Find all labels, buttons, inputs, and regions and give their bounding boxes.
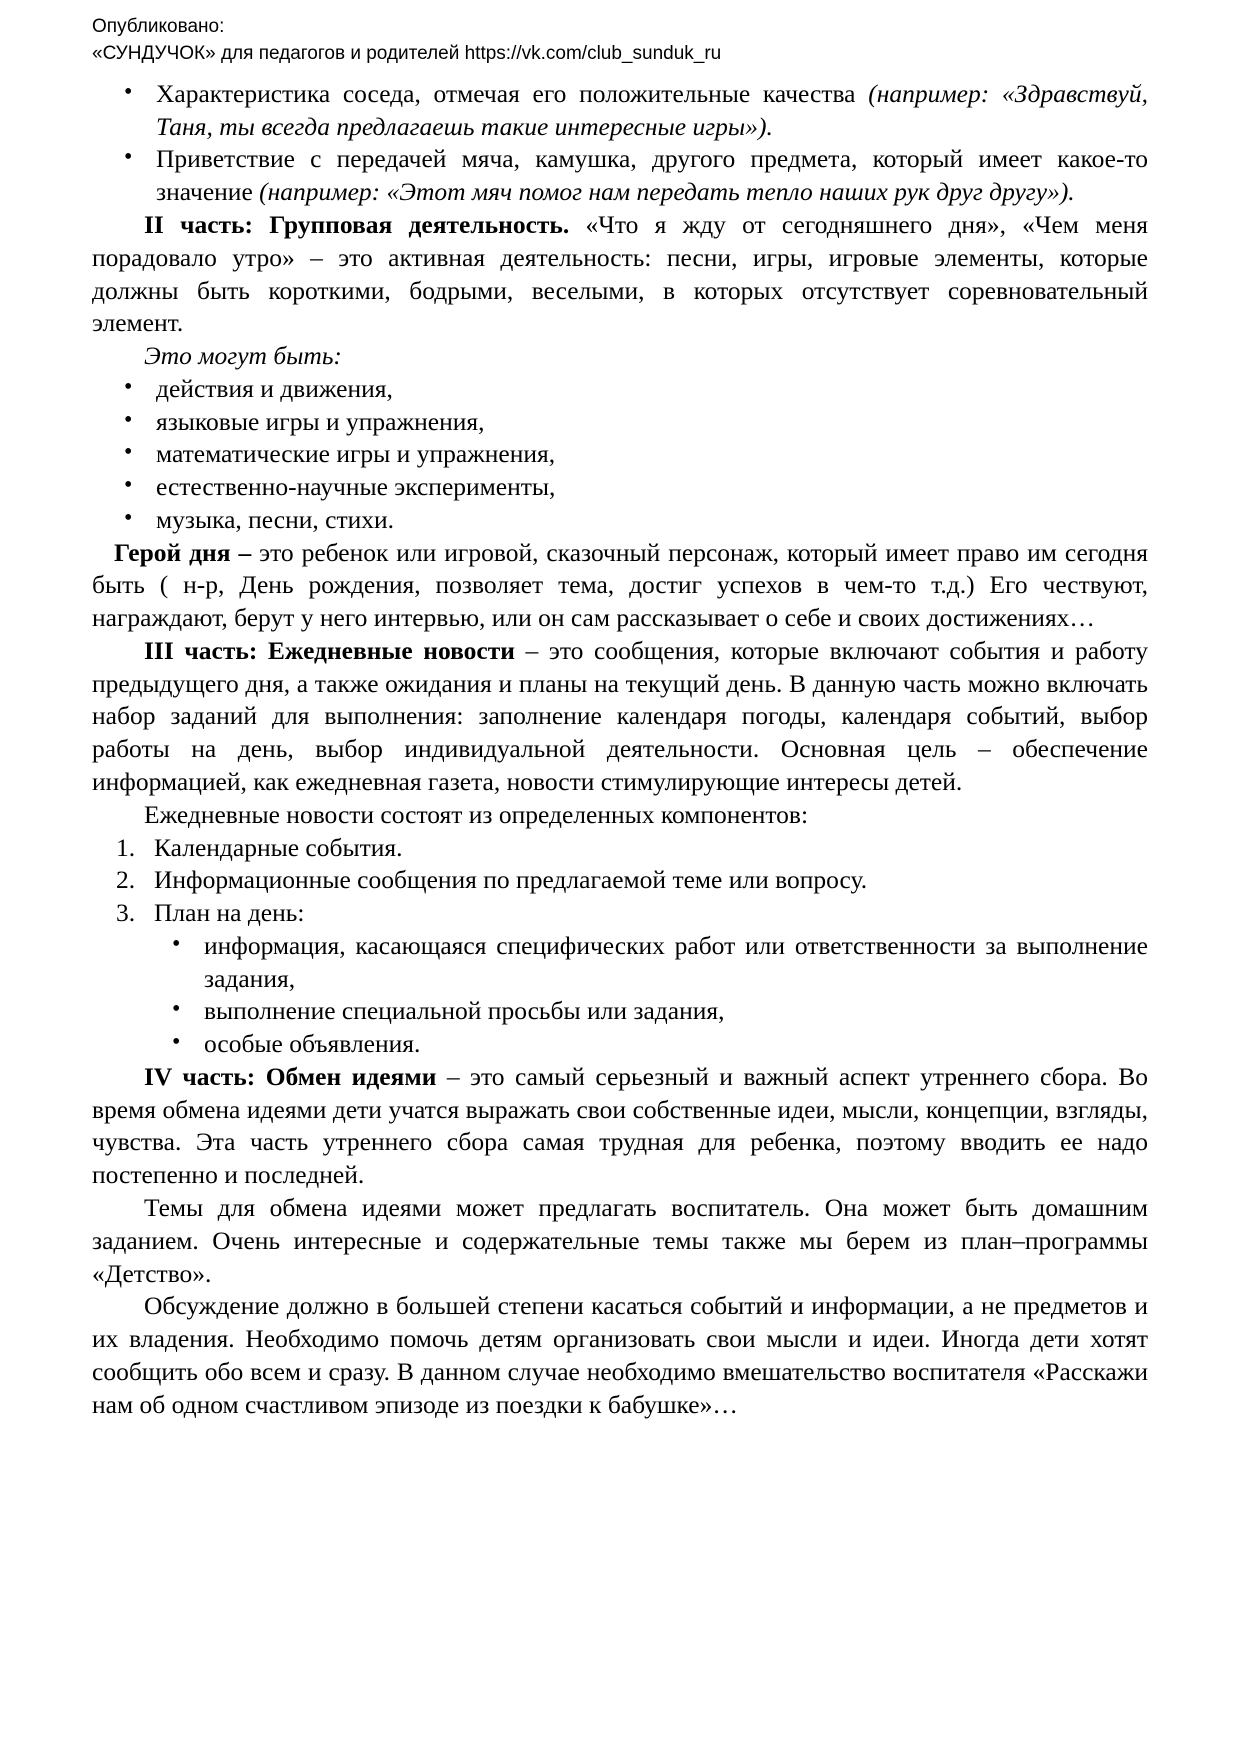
document-body [92,78,1148,1421]
list-item [92,78,1148,144]
list-item [92,471,1148,504]
list-item [92,373,1148,406]
hero-paragraph [92,537,1148,635]
bullet-text: особые объявления. [204,1029,421,1059]
part4-paragraph-3: Обсуждение должно в большей степени касаться событий и информации, а не предметов и их владения. Необходимо помочь детям организовать свои мысли и идеи. Иногда дети хотят сообщить обо всем и сразу. В данном случае необходимо вмешательство воспитателя «Расскажи нам об одном счастливом эпизоде из поездки к бабушке»… [92,1291,1148,1419]
part2-leadin [92,340,1148,373]
part3-heading: III часть: Ежедневные новости [144,635,515,665]
part3-leadin: Ежедневные новости состоят из определенных компонентов: [144,799,809,829]
bullet-text: действия и движения, [156,373,393,403]
hero-heading: Герой дня – [114,537,252,567]
part2-leadin-text: Это могут быть: [144,341,342,371]
bullet-example-italic: (например: «Здравствуй, Таня, ты всегда предлагаешь такие интересные игры»). [156,78,1149,141]
intro-bullet-list [92,78,1148,209]
part2-heading: II часть: Групповая деятельность. [144,210,570,239]
list-item [92,406,1148,439]
numbered-text: Календарные события. [154,832,403,862]
part2-text: «Что я жду от сегодняшнего дня», «Чем меня порадовало утро» – это активная деятельность: песни, игры, игровые элементы, которые должны быть короткими, бодрыми, веселыми, в которых отсутствует соревновательный элемент. [92,210,1148,338]
part4-paragraph-2: Темы для обмена идеями может предлагать воспитатель. Она может быть домашним заданием. Очень интересные и содержательные темы также мы берем из план–программы «Детство». [92,1192,1148,1288]
numbered-text: План на день: [154,898,305,928]
part2-paragraph [92,209,1148,340]
part4-paragraph [92,1061,1148,1192]
part4-heading: IV часть: Обмен идеями [144,1061,437,1091]
list-item [92,832,1148,865]
bullet-text: информация, касающаяся специфических работ или ответственности за выполнение задания, [204,930,1148,993]
bullet-text: музыка, песни, стихи. [156,504,395,534]
list-item [92,504,1148,537]
list-item [92,864,1148,897]
list-item [150,1028,1148,1061]
page-header [92,14,1148,68]
part3-paragraph [92,635,1148,799]
hero-text: это ребенок или игровой, сказочный персонаж, который имеет право им сегодня быть ( н-р, День рождения, позволяет тема, достиг успехов в чем-то т.д.) Его чествуют, награждают, берут у него интервью, или он сам рассказывает о себе и своих достижениях… [92,537,1148,633]
list-item [92,438,1148,471]
bullet-text: языковые игры и упражнения, [156,406,485,436]
bullet-text: выполнение специальной просьбы или задания, [204,996,725,1026]
list-item [150,995,1148,1028]
numbered-text: Информационные сообщения по предлагаемой теме или вопросу. [154,865,868,895]
list-item [92,897,1148,930]
part3-sub-bullet-list [150,930,1148,1061]
part3-text: – это сообщения, которые включают события и работу предыдущего дня, а также ожидания и планы на текущий день. В данную часть можно включать набор заданий для выполнения: заполнение календаря погоды, календаря событий, выбор работы на день, выбор индивидуальной деятельности. Основная цель – обеспечение информацией, как ежедневная газета, новости стимулирующие интересы детей. [92,635,1148,797]
part2-bullet-list [92,373,1148,537]
list-item [92,143,1148,209]
bullet-text: Приветствие с передачей мяча, камушка, другого предмета, который имеет какое-то значение [156,144,1148,207]
bullet-text: Характеристика соседа, отмечая его положительные качества [156,78,869,108]
header-published-label: Опубликовано: [92,16,225,37]
part3-numbered-list [92,832,1148,930]
bullet-example-italic: (например: «Этот мяч помог нам передать тепло наших рук друг другу»). [259,177,1075,207]
bullet-text: математические игры и упражнения, [156,439,556,469]
list-item [150,930,1148,996]
part4-text: – это самый серьезный и важный аспект утреннего сбора. Во время обмена идеями дети учатся выражать свои собственные идеи, мысли, концепции, взгляды, чувства. Эта часть утреннего сбора самая трудная для ребенка, поэтому вводить ее надо постепенно и последней. [92,1061,1148,1190]
header-source-line: «СУНДУЧОК» для педагогов и родителей https://vk.com/club_sunduk_ru [92,42,722,64]
bullet-text: естественно-научные эксперименты, [156,472,556,502]
